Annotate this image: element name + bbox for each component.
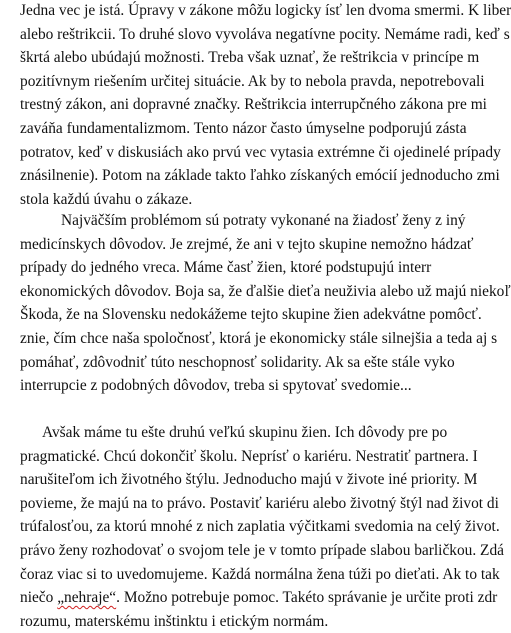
paragraph-nonmedical-reasons [20,209,511,398]
text-line [20,586,504,610]
text-line: právo ženy rozhodovať o svojom tele je v tomto prípade slabou barličkou. Zdá [20,541,504,559]
text-line: pragmatické. Chcú dokončiť školu. Neprísť o kariéru. Nestratiť partnera. I [20,447,478,465]
paragraph-liberalization [20,0,511,211]
text-line: narušiteľom ich životného štýlu. Jednoducho majú v živote iné priority. M [20,471,478,489]
text-segment: . Možno potrebuje pomoc. Takéto správanie je určite proti zdr [116,589,498,607]
text-line: zaváňa fundamentalizmom. Tento názor často úmyselne podporujú zásta [20,119,467,137]
text-line: stola každú úvahu o zákaze. [20,190,193,208]
text-line: škrtá alebo ubúdajú možnosti. Treba však uznať, že reštrikcia v princípe m [20,49,480,67]
spellcheck-underlined-word[interactable]: „nehraje“ [57,589,117,607]
text-line: Škoda, že na Slovensku nedokážeme tejto skupine žien adekvátne pomôcť. [20,306,482,324]
text-segment: niečo [20,589,58,607]
text-line: prípady do jedného vreca. Máme časť žien, ktoré podstupujú interr [20,259,432,277]
text-line: interrupcie z podobných dôvodov, treba si spytovať svedomie... [20,377,412,395]
text-line: Najväčším problémom sú potraty vykonané na žiadosť ženy z iný [61,212,466,229]
text-line: Avšak máme tu ešte druhú veľkú skupinu žien. Ich dôvody pre po [42,424,448,441]
text-line: trúfalosťou, za ktorú mnohé z nich zaplatia výčitkami svedomia na celý život. [20,518,500,536]
text-line: potratov, keď v diskusiách ako prvú vec vytasia extrémne či ojedinelé prípady [20,143,501,161]
text-line: Jedna vec je istá. Úpravy v zákone môžu logicky ísť len dvoma smermi. K liber [20,2,511,19]
text-line: pozitívnym riešením určitej situácie. Ak by to nebola pravda, nepotrebovali [20,72,485,90]
text-line: rozumu, materskému inštinktu i etickým normám. [20,612,329,630]
text-line: pomáhať, zdôvodniť túto neschopnosť solidarity. Ak sa ešte stále vyko [20,353,455,371]
text-line: ekonomických dôvodov. Boja sa, že ďalšie dieťa neuživia alebo už majú niekoľ [20,282,511,300]
text-line: znásilnenie). Potom na základe takto ľahko získaných emócií jednoducho zmi [20,167,500,185]
text-line: znie, čím chce naša spoločnosť, ktorá je ekonomicky stále silnejšia a teda aj s [20,329,498,347]
text-line: medicínskych dôvodov. Je zrejmé, že ani v tejto skupine nemožno hádzať [20,235,474,253]
text-line: alebo reštrikcii. To druhé slovo vyvoláva negatívne pocity. Nemáme radi, keď s [20,25,510,43]
text-line: čoraz viac si to uvedomujeme. Každá normálna žena túži po dieťati. Ak to tak [20,565,500,583]
text-line: trestný zákon, ani dopravné značky. Reštrikcia interrupčného zákona pre mi [20,96,487,114]
text-line: povieme, že majú na to právo. Postaviť kariéru alebo životný štýl nad život di [20,494,499,512]
paragraph-pragmatic-reasons [20,421,504,633]
